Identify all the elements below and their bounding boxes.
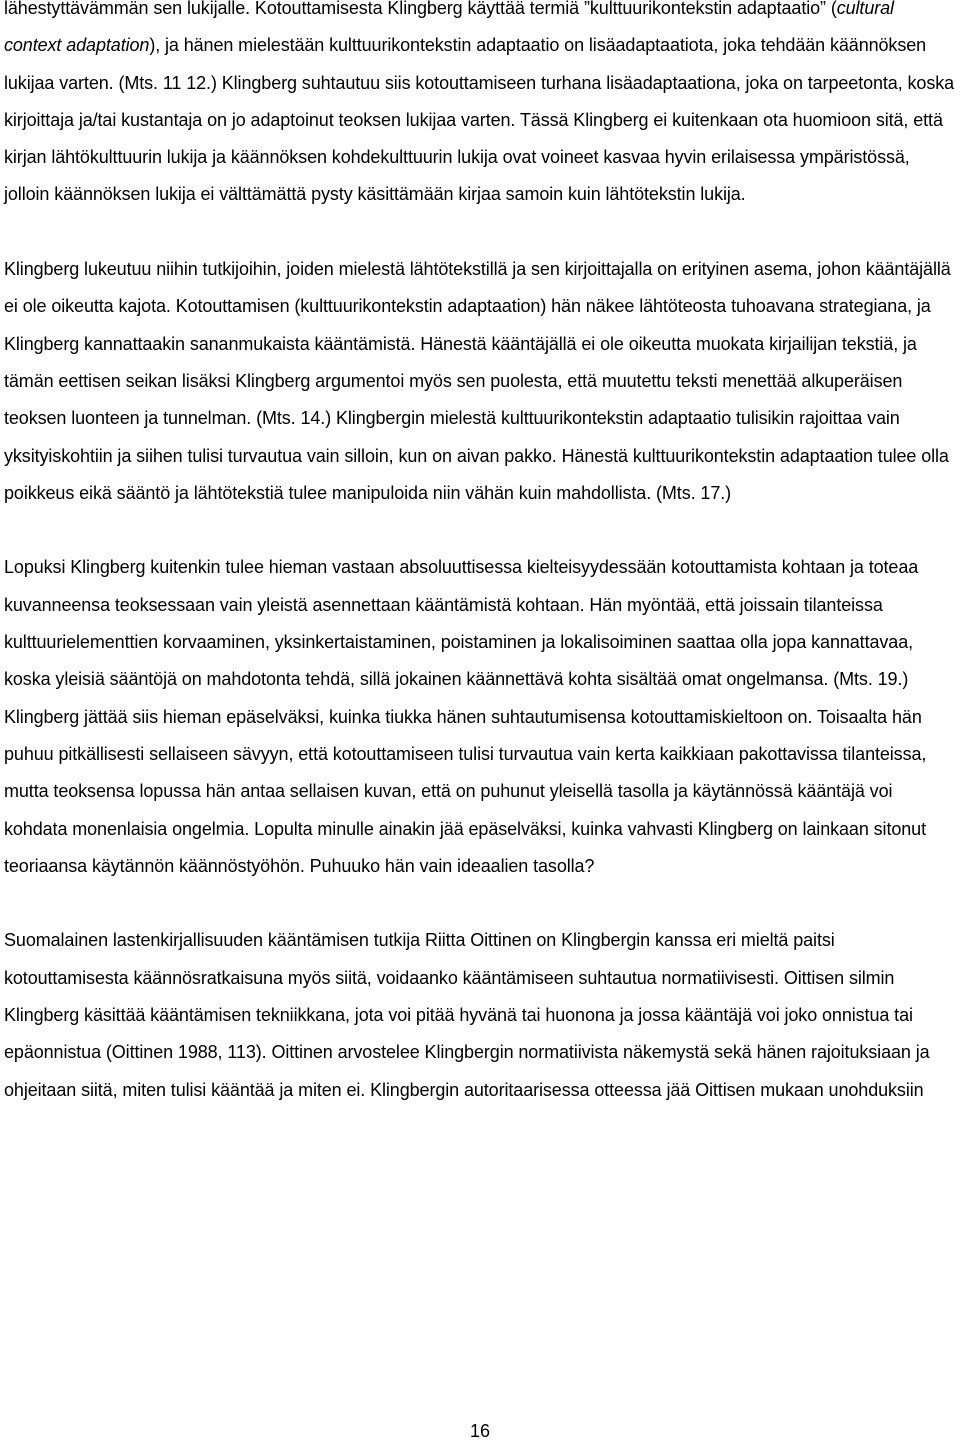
paragraph-4: Suomalainen lastenkirjallisuuden kääntämisen tutkija Riitta Oittinen on Klingbergin kanssa eri mieltä paitsi kotouttamisesta käännösratkaisuna myös siitä, voidaanko kääntämiseen suhtautua normatiivisesti. Oittisen silmin Klingberg käsittää kääntämisen tekniikkana, jota voi pitää hyvänä tai huonona ja jossa kääntäjä voi joko onnistua tai epäonnistua (Oittinen 1988, 113). Oittinen arvostelee Klingbergin normatiivista näkemystä sekä hänen rajoituksiaan ja ohjeitaan siitä, miten tulisi kääntää ja miten ei. Klingbergin autoritaarisessa otteessa jää Oittisen mukaan unohduksiin [4,930,930,1100]
paragraph-1-italic-term: cultural context adaptation [4,0,894,56]
paragraph-2: Klingberg lukeutuu niihin tutkijoihin, joiden mielestä lähtötekstillä ja sen kirjoittajalla on erityinen asema, johon kääntäjällä ei ole oikeutta kajota. Kotouttamisen (kulttuurikontekstin adaptaation) hän näkee lähtöteosta tuhoavana strategiana, ja Klingberg kannattaakin sananmukaista kääntämistä. Hänestä kääntäjällä ei ole oikeutta muokata kirjailijan tekstiä, ja tämän eettisen seikan lisäksi Klingberg argumentoi myös sen puolesta, että muutettu teksti menettää alkuperäisen teoksen luonteen ja tunnelman. (Mts. 14.) Klingbergin mielestä kulttuurikontekstin adaptaatio tulisikin rajoittaa vain yksityiskohtiin ja siihen tulisi turvautua vain silloin, kun on aivan pakko. Hänestä kulttuurikontekstin adaptaation tulee olla poikkeus eikä sääntö ja lähtötekstiä tulee manipuloida niin vähän kuin mahdollista. (Mts. 17.) [4,259,951,503]
paragraph-1-text-end: ), ja hänen mielestään kulttuurikontekstin adaptaatio on lisäadaptaatiota, joka tehdään käännöksen lukijaa varten. (Mts. 11 12.) Klingberg suhtautuu siis kotouttamiseen turhana lisäadaptaationa, joka on tarpeetonta, koska kirjoittaja ja/tai kustantaja on jo adaptoinut teoksen lukijaa varten. Tässä Klingberg ei kuitenkaan ota huomioon sitä, että kirjan lähtökulttuurin lukija ja käännöksen kohdekulttuurin lukija ovat voineet kasvaa hyvin erilaisessa ympäristössä, jolloin käännöksen lukija ei välttämättä pysty käsittämään kirjaa samoin kuin lähtötekstin lukija. [4,35,955,205]
document-page [4,0,956,1109]
paragraph-1 [4,0,956,214]
paragraph-3: Lopuksi Klingberg kuitenkin tulee hieman vastaan absoluuttisessa kielteisyydessään kotouttamista kohtaan ja toteaa kuvanneensa teoksessaan vain yleistä asennettaan kääntämistä kohtaan. Hän myöntää, että joissain tilanteissa kulttuurielementtien korvaaminen, yksinkertaistaminen, poistaminen ja lokalisoiminen saattaa olla jopa kannattavaa, koska yleisiä sääntöjä on mahdotonta tehdä, sillä jokainen käännettävä kohta sisältää omat ongelmansa. (Mts. 19.) Klingberg jättää siis hieman epäselväksi, kuinka tiukka hänen suhtautumisensa kotouttamiskieltoon on. Toisaalta hän puhuu pitkällisesti sellaiseen sävyyn, että kotouttamiseen tulisi turvautua vain kerta kaikkiaan pakottavissa tilanteissa, mutta teoksensa lopussa hän antaa sellaisen kuvan, että on puhunut yleisellä tasolla ja käytännössä kääntäjä voi kohdata monenlaisia ongelmia. Lopulta minulle ainakin jää epäselväksi, kuinka vahvasti Klingberg on lainkaan sitonut teoriaansa käytännön käännöstyöhön. Puhuuko hän vain ideaalien tasolla? [4,557,927,876]
page-number: 16 [469,1421,491,1441]
paragraph-1-text-start: lähestyttävämmän sen lukijalle. Kotouttamisesta Klingberg käyttää termiä ”kulttuurikontekstin adaptaatio” ( [4,0,837,18]
